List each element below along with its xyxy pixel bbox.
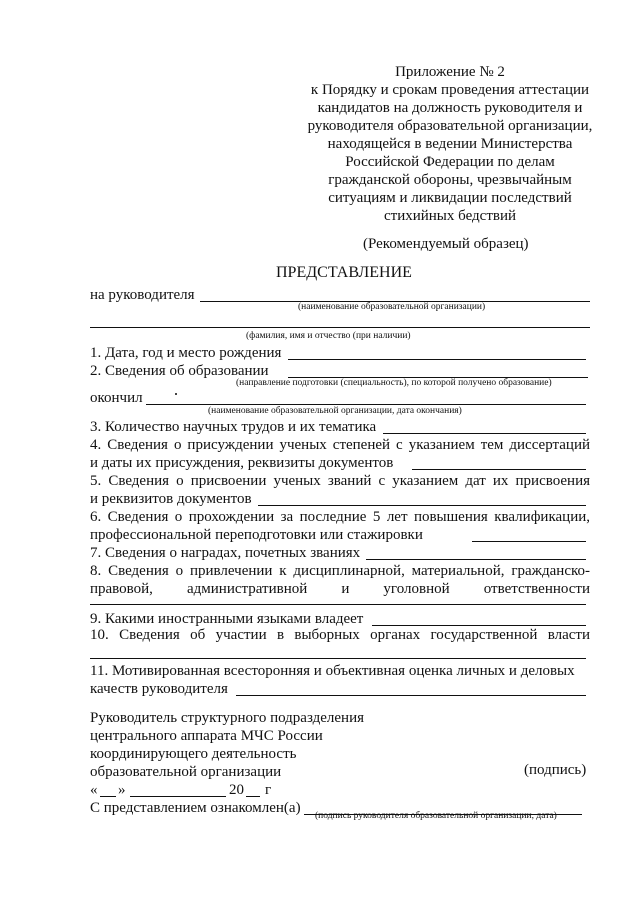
item-10-label: 10. Сведения об участии в выборных органах государственной власти (90, 627, 590, 643)
item-3-label: 3. Количество научных трудов и их тематика (90, 419, 377, 435)
training-field[interactable] (472, 541, 586, 542)
date-day-field[interactable] (100, 796, 116, 797)
year-prefix: 20 (229, 782, 244, 798)
item-6-line-1: 6. Сведения о прохождении за последние 5 лет повышения квалификации, (90, 509, 590, 525)
fio-caption: (фамилия, имя и отчество (при наличии) (246, 331, 411, 341)
speck (175, 393, 177, 395)
header-line: к Порядку и срокам проведения аттестации (310, 82, 590, 98)
org-name-caption: (наименование образовательной организации) (298, 302, 486, 312)
date-quote-open: « (90, 782, 98, 798)
graduated-field[interactable] (146, 404, 586, 405)
fio-field[interactable] (90, 327, 590, 328)
acquainted-caption: (подпись руководителя образовательной организации, дата) (315, 811, 557, 821)
header-line: гражданской обороны, чрезвычайным (328, 172, 572, 188)
item-11-line-2: качеств руководителя (90, 681, 228, 697)
header-line: находящейся в ведении Министерства (327, 136, 573, 152)
item-1-label: 1. Дата, год и место рождения (90, 345, 282, 361)
recommended-sample-note: (Рекомендуемый образец) (363, 236, 529, 252)
birth-data-field[interactable] (288, 359, 586, 360)
header-line: руководителя образовательной организации, (307, 118, 593, 134)
acquainted-label: С представлением ознакомлен(а) (90, 800, 301, 816)
works-field[interactable] (383, 433, 586, 434)
graduated-label: окончил (90, 390, 143, 406)
item-5-line-2: и реквизитов документов (90, 491, 252, 507)
signer-line: центрального аппарата МЧС России (90, 728, 323, 744)
titles-field[interactable] (258, 505, 586, 506)
graduated-caption: (наименование образовательной организации, дата окончания) (208, 406, 462, 416)
date-quote-close: » (118, 782, 126, 798)
document-title: ПРЕДСТАВЛЕНИЕ (276, 264, 412, 281)
item-8-line-2: правовой, административной и уголовной ответственности (90, 581, 590, 597)
appendix-number: Приложение № 2 (395, 64, 505, 80)
item-5-line-1: 5. Сведения о присвоении ученых званий с указанием дат их присвоения (90, 473, 590, 489)
year-suffix: г (265, 782, 272, 798)
item-8-line-1: 8. Сведения о привлечении к дисциплинарной, материальной, гражданско- (90, 563, 590, 579)
awards-field[interactable] (366, 559, 586, 560)
date-month-field[interactable] (130, 796, 226, 797)
intro-label: на руководителя (90, 287, 195, 303)
item-6-line-2: профессиональной переподготовки или стажировки (90, 527, 423, 543)
signer-line: образовательной организации (90, 764, 282, 780)
header-line: стихийных бедствий (383, 208, 517, 224)
item-4-line-1: 4. Сведения о присуждении ученых степеней с указанием тем диссертаций (90, 437, 590, 453)
evaluation-field[interactable] (236, 695, 586, 696)
education-caption: (направление подготовки (специальность), по которой получено образование) (236, 378, 552, 388)
signature-label: (подпись) (524, 762, 587, 778)
item-2-label: 2. Сведения об образовании (90, 363, 269, 379)
item-11-line-1: 11. Мотивированная всесторонняя и объективная оценка личных и деловых (90, 663, 575, 679)
date-year-field[interactable] (246, 796, 260, 797)
degrees-field[interactable] (412, 469, 586, 470)
elected-bodies-field[interactable] (90, 658, 586, 659)
item-7-label: 7. Сведения о наградах, почетных званиях (90, 545, 361, 561)
signer-line: Руководитель структурного подразделения (90, 710, 364, 726)
item-9-label: 9. Какими иностранными языками владеет (90, 611, 364, 627)
signer-line: координирующего деятельность (90, 746, 297, 762)
header-line: Российской Федерации по делам (345, 154, 555, 170)
liability-field[interactable] (90, 604, 586, 605)
item-4-line-2: и даты их присуждения, реквизиты документов (90, 455, 394, 471)
header-line: кандидатов на должность руководителя и (317, 100, 583, 116)
header-line: ситуациям и ликвидации последствий (328, 190, 572, 206)
